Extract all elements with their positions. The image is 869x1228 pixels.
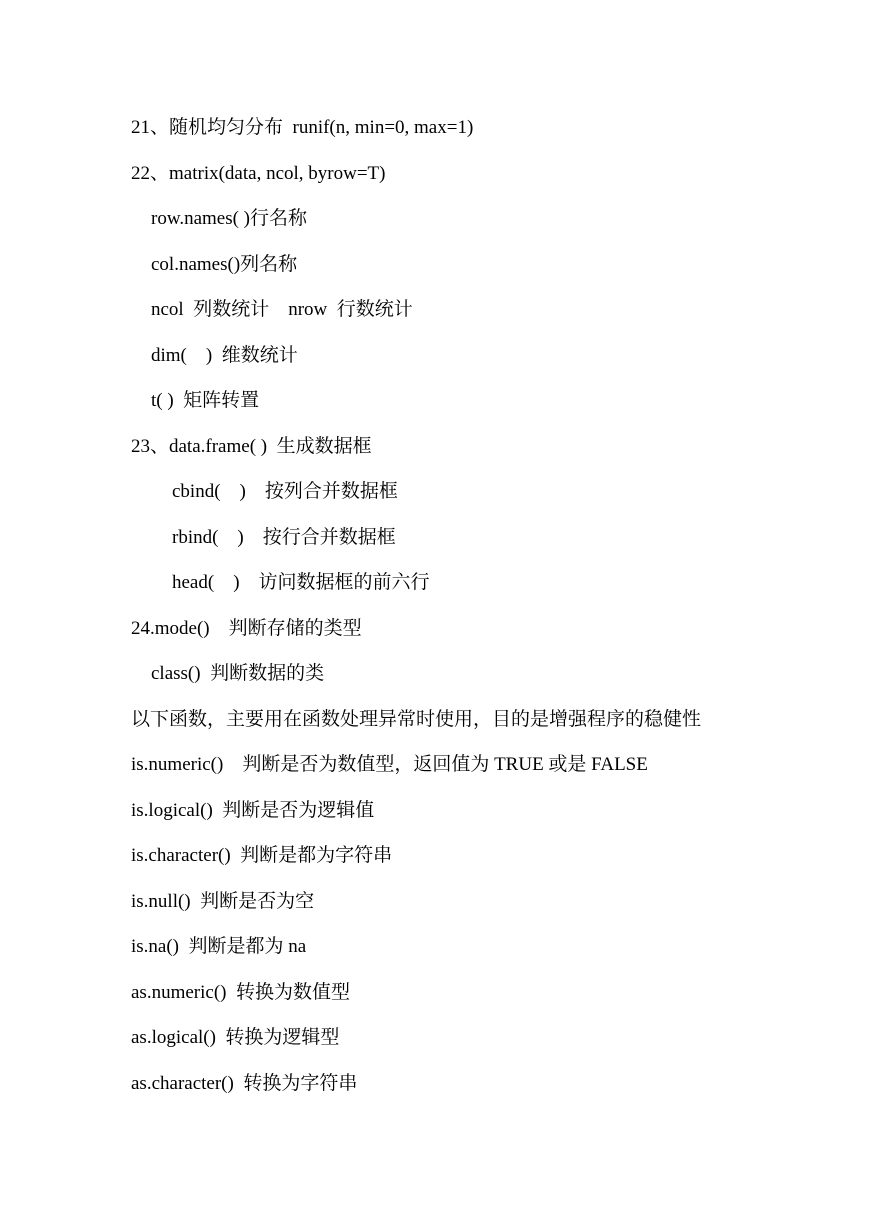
- is-na-line: is.na() 判断是都为 na: [131, 936, 307, 957]
- dim-line: dim( ) 维数统计: [151, 344, 298, 366]
- is-logical-line: is.logical() 判断是否为逻辑值: [131, 799, 375, 821]
- as-numeric-line: as.numeric() 转换为数值型: [131, 981, 350, 1003]
- item-21-runif: 21、随机均匀分布 runif(n, min=0, max=1): [131, 117, 474, 138]
- item-23-data-frame: 23、data.frame( ) 生成数据框: [131, 435, 372, 457]
- item-24-mode: 24.mode() 判断存储的类型: [131, 617, 362, 639]
- transpose-line: t( ) 矩阵转置: [151, 390, 260, 411]
- as-logical-line: as.logical() 转换为逻辑型: [131, 1027, 340, 1048]
- document-body: [0, 112, 869, 1113]
- is-null-line: is.null() 判断是否为空: [131, 890, 315, 912]
- row-names-line: row.names( )行名称: [151, 208, 308, 229]
- cbind-line: cbind( ) 按列合并数据框: [172, 481, 398, 502]
- is-character-line: is.character() 判断是都为字符串: [131, 845, 393, 866]
- as-character-line: as.character() 转换为字符串: [131, 1072, 358, 1094]
- is-numeric-line: is.numeric() 判断是否为数值型，返回值为 TRUE 或是 FALSE: [131, 754, 648, 775]
- class-line: class() 判断数据的类: [151, 663, 325, 684]
- ncol-nrow-line: ncol 列数统计 nrow 行数统计: [151, 299, 413, 320]
- col-names-line: col.names()列名称: [151, 253, 298, 275]
- robustness-note: 以下函数，主要用在函数处理异常时使用，目的是增强程序的稳健性: [131, 708, 702, 730]
- head-line: head( ) 访问数据框的前六行: [172, 572, 430, 593]
- rbind-line: rbind( ) 按行合并数据框: [172, 526, 396, 548]
- item-22-matrix: 22、matrix(data, ncol, byrow=T): [131, 162, 386, 184]
